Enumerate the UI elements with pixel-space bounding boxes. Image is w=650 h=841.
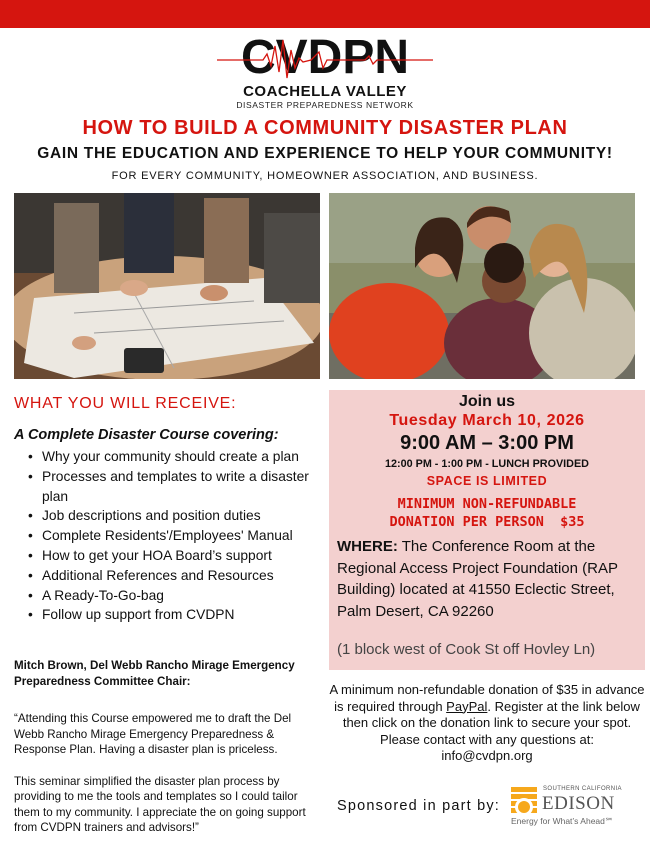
list-item: • Why your community should create a plan — [28, 447, 326, 467]
paypal-link[interactable]: PayPal — [446, 698, 488, 714]
where-label: WHERE: — [337, 538, 398, 555]
event-time: 9:00 AM – 3:00 PM — [400, 432, 574, 454]
receive-title: WHAT YOU WILL RECEIVE: — [14, 395, 237, 412]
testimonial-author: Mitch Brown, Del Webb Rancho Mirage Emergency Preparedness Committee Chair: — [14, 659, 295, 688]
edison-logo — [509, 783, 639, 831]
list-item: • Complete Residents'/Employees' Manual — [28, 526, 326, 546]
list-item: • A Ready-To-Go-bag — [28, 586, 326, 606]
logo-line-1: COACHELLA VALLEY — [243, 83, 407, 100]
list-item: • How to get your HOA Board’s support — [28, 546, 326, 566]
headline: HOW TO BUILD A COMMUNITY DISASTER PLAN — [82, 117, 568, 139]
testimonial-quote-2: This seminar simplified the disaster plan process by providing to me the tools and templates so I could tailor them to my community. I appreciate the on going support from CVDPN trainers and advisors!” — [14, 774, 306, 834]
what-you-receive-section — [14, 395, 326, 625]
where-text: The Conference Room at the Regional Access Project Foundation (RAP Building) located at 41550 Eclectic Street, Palm Desert, CA 92260 — [337, 538, 618, 620]
list-item: • Additional References and Resources — [28, 566, 326, 586]
event-details-box — [329, 390, 645, 670]
subheadline: GAIN THE EDUCATION AND EXPERIENCE TO HELP YOUR COMMUNITY! — [37, 145, 613, 162]
edison-small-text: SOUTHERN CALIFORNIA — [543, 786, 622, 792]
edison-tagline: Energy for What’s Ahead℠ — [511, 816, 614, 826]
lunch-note: 12:00 PM - 1:00 PM - LUNCH PROVIDED — [385, 458, 589, 470]
edison-wordmark: EDISON — [542, 793, 615, 814]
registration-info — [329, 682, 645, 765]
space-limited: SPACE IS LIMITED — [426, 474, 548, 488]
course-title: A Complete Disaster Course covering: — [14, 427, 279, 443]
testimonial — [14, 658, 319, 836]
logo-wordmark: CVDPN — [240, 31, 410, 84]
donation-notice — [329, 495, 645, 531]
top-red-bar — [0, 0, 650, 28]
list-item: • Follow up support from CVDPN — [28, 605, 326, 625]
event-location — [337, 536, 641, 622]
community-hug-photo — [329, 193, 635, 379]
cvdpn-logo — [215, 30, 435, 112]
heartbeat-pulse-icon — [215, 32, 435, 84]
contact-email[interactable]: info@cvdpn.org — [441, 748, 533, 763]
tagline: FOR EVERY COMMUNITY, HOMEOWNER ASSOCIATION, AND BUSINESS. — [111, 170, 539, 182]
join-us: Join us — [458, 393, 515, 410]
list-item: • Processes and templates to write a disaster plan — [28, 467, 326, 507]
registration-text-after: . Register at the link below then click on the donation link to secure your spot. — [342, 698, 640, 730]
planning-meeting-photo — [14, 193, 320, 379]
event-date: Tuesday March 10, 2026 — [389, 412, 585, 429]
donation-line-1: MINIMUM NON-REFUNDABLE — [397, 496, 577, 512]
registration-text-before: A minimum non-refundable donation of $35 in advance is required through — [329, 682, 645, 714]
directions: (1 block west of Cook St off Hovley Ln) — [337, 641, 596, 658]
edison-sun-icon — [509, 785, 539, 815]
testimonial-quote-1: “Attending this Course empowered me to draft the Del Webb Rancho Mirage Emergency Preparedness & Response Plan. Having a disaster plan is priceless. — [14, 712, 292, 756]
list-item: • Job descriptions and position duties — [28, 506, 326, 526]
logo-line-2: DISASTER PREPAREDNESS NETWORK — [236, 100, 414, 110]
donation-line-2: DONATION PER PERSON $35 — [389, 514, 585, 530]
contact-line: Please contact with any questions at: — [380, 731, 594, 747]
sponsor-label: Sponsored in part by: — [337, 798, 501, 814]
course-topics-list — [14, 447, 326, 625]
registration-text — [329, 682, 645, 732]
